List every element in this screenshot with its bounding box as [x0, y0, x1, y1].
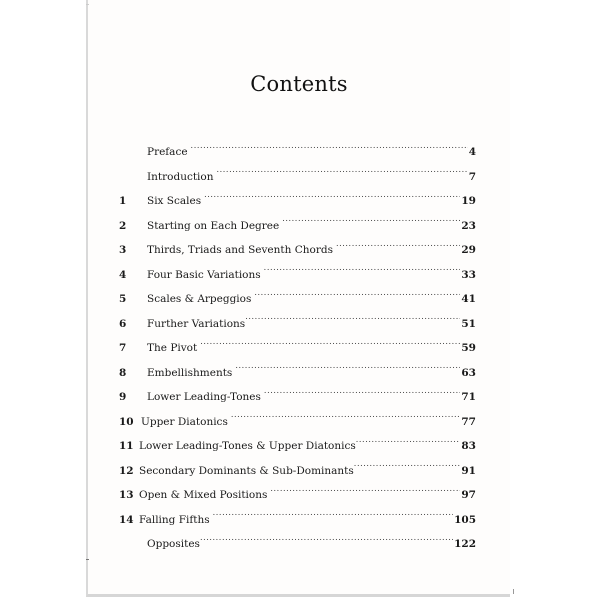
- chapter-number: 1: [119, 195, 127, 207]
- dot-leader: [213, 513, 453, 523]
- document-page: [86, 0, 510, 597]
- toc-entry-chapter-5[interactable]: [119, 287, 476, 312]
- entry-title: Six Scales: [147, 195, 202, 207]
- entry-title: Scales & Arpeggios: [147, 293, 252, 305]
- toc-entry-opposites[interactable]: [132, 532, 476, 557]
- toc-entry-chapter-13[interactable]: [119, 483, 476, 508]
- dot-leader: [204, 194, 460, 204]
- entry-title: Secondary Dominants & Sub-Dominants: [139, 464, 354, 477]
- dot-leader: [200, 341, 460, 351]
- page-number: 59: [461, 342, 476, 354]
- dot-leader: [356, 439, 461, 449]
- page-number: 71: [461, 391, 476, 403]
- page-number: 33: [461, 268, 476, 281]
- table-of-contents: [119, 140, 476, 557]
- chapter-number: 5: [119, 293, 127, 305]
- entry-title: Opposites: [147, 538, 200, 550]
- dot-leader: [282, 219, 460, 229]
- entry-title: Lower Leading-Tones: [147, 391, 261, 403]
- entry-title: Preface: [147, 146, 188, 158]
- page-number: 51: [461, 317, 476, 330]
- chapter-number: 11: [119, 440, 134, 452]
- chapter-number: 12: [119, 464, 134, 477]
- page-number: 122: [454, 538, 476, 550]
- page-number: 97: [461, 489, 476, 501]
- page-title: Contents: [250, 72, 348, 96]
- page-corner-mark: [513, 589, 514, 594]
- dot-leader: [191, 145, 468, 155]
- toc-entry-chapter-7[interactable]: [119, 336, 476, 361]
- page-number: 91: [461, 464, 476, 477]
- page-number: 83: [461, 440, 476, 452]
- chapter-number: 7: [119, 342, 127, 354]
- chapter-number: 10: [119, 415, 134, 428]
- toc-entry-chapter-12[interactable]: [119, 459, 476, 484]
- dot-leader: [264, 390, 460, 400]
- entry-title: Thirds, Triads and Seventh Chords: [147, 244, 333, 256]
- page-number: 41: [461, 293, 476, 305]
- dot-leader: [200, 537, 453, 547]
- chapter-number: 8: [119, 366, 127, 379]
- toc-entry-chapter-2[interactable]: [119, 214, 476, 239]
- toc-entry-chapter-3[interactable]: [119, 238, 476, 263]
- toc-entry-chapter-6[interactable]: [119, 312, 476, 337]
- entry-title: Starting on Each Degree: [147, 219, 280, 232]
- chapter-number: 13: [119, 489, 134, 501]
- toc-entry-chapter-9[interactable]: [119, 385, 476, 410]
- chapter-number: 6: [119, 317, 127, 330]
- toc-entry-chapter-1[interactable]: [119, 189, 476, 214]
- toc-entry-preface[interactable]: [132, 140, 476, 165]
- chapter-number: 3: [119, 244, 127, 256]
- dot-leader: [235, 366, 460, 376]
- entry-title: Lower Leading-Tones & Upper Diatonics: [139, 440, 356, 452]
- page-number: 29: [461, 244, 476, 256]
- dot-leader: [354, 464, 461, 474]
- dot-leader: [254, 292, 460, 302]
- dot-leader: [336, 243, 460, 253]
- chapter-number: 4: [119, 268, 127, 281]
- page-number: 105: [454, 513, 476, 526]
- toc-entry-introduction[interactable]: [132, 165, 476, 190]
- dot-leader: [231, 415, 461, 425]
- entry-title: The Pivot: [147, 342, 198, 354]
- page-corner-mark: [86, 4, 89, 5]
- entry-title: Embellishments: [147, 366, 233, 379]
- dot-leader: [270, 488, 460, 498]
- entry-title: Falling Fifths: [139, 513, 210, 526]
- entry-title: Upper Diatonics: [141, 415, 228, 428]
- toc-entry-chapter-8[interactable]: [119, 361, 476, 386]
- toc-entry-chapter-11[interactable]: [119, 434, 476, 459]
- page-number: 63: [461, 366, 476, 379]
- chapter-number: 9: [119, 391, 127, 403]
- dot-leader: [245, 317, 460, 327]
- chapter-number: 2: [119, 219, 127, 232]
- toc-entry-chapter-10[interactable]: [119, 410, 476, 435]
- dot-leader: [217, 170, 468, 180]
- page-number: 19: [461, 195, 476, 207]
- entry-title: Further Variations: [147, 317, 246, 330]
- page-number: 4: [468, 146, 476, 158]
- dot-leader: [264, 268, 461, 278]
- toc-entry-chapter-4[interactable]: [119, 263, 476, 288]
- chapter-number: 14: [119, 513, 134, 526]
- page-number: 23: [461, 219, 476, 232]
- entry-title: Introduction: [147, 170, 214, 183]
- entry-title: Open & Mixed Positions: [139, 489, 268, 501]
- page-number: 77: [461, 415, 476, 428]
- page-number: 7: [468, 170, 476, 183]
- page-corner-mark: [86, 559, 89, 560]
- toc-entry-chapter-14[interactable]: [119, 508, 476, 533]
- entry-title: Four Basic Variations: [147, 268, 261, 281]
